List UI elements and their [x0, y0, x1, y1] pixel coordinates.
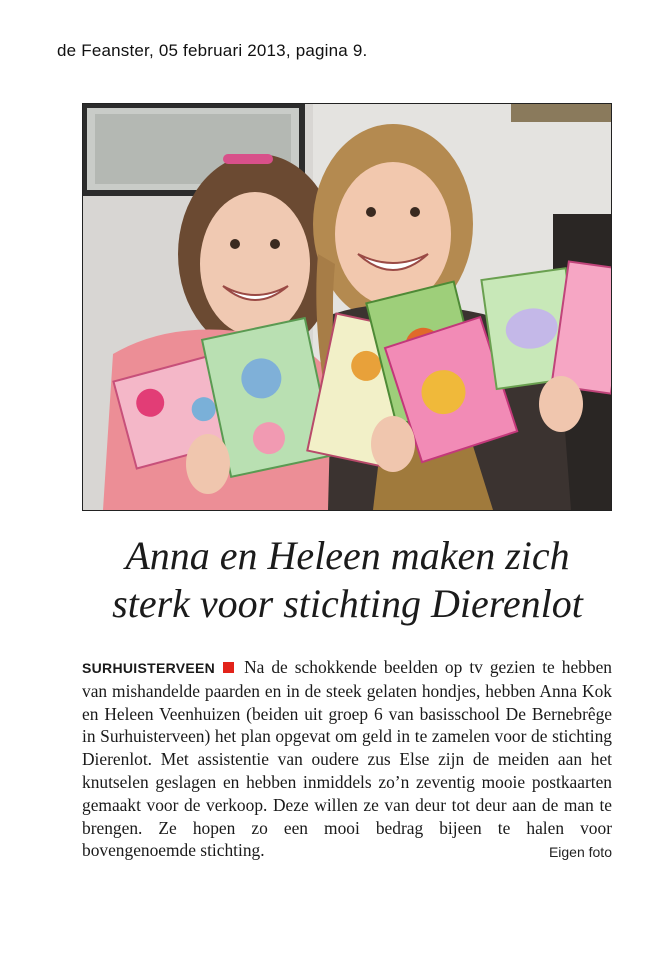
- headline: [60, 532, 635, 628]
- headline-line-1: Anna en Heleen maken zich: [125, 533, 570, 578]
- headline-line-2: sterk voor stichting Dierenlot: [112, 581, 583, 626]
- source-line: de Feanster, 05 februari 2013, pagina 9.: [57, 41, 368, 60]
- article-photo: [82, 103, 612, 511]
- photo-credit: Eigen foto: [548, 844, 612, 861]
- article-body: [82, 656, 612, 864]
- red-square-bullet: [223, 662, 234, 673]
- dateline: SURHUISTERVEEN: [82, 660, 216, 676]
- article-text: Na de schokkende beelden op tv gezien te hebben van mishandelde paarden en in de steek gelaten hondjes, hebben Anna Kok en Heleen Veenhuizen (beiden uit groep 6 van basisschool De Bernebrêge in Surhuisterveen) het plan opgevat om geld in te zamelen voor de stichting Dierenlot. Met assistentie van oudere zus Else zijn de meiden aan het knutselen geslagen en hebben inmiddels zo’n zeventig mooie postkaarten gemaakt voor de verkoop. Deze willen ze van deur tot deur aan de man te brengen. Ze hopen zo een mooi bedrag bijeen te halen voor bovengenoemde stichting.: [82, 657, 612, 861]
